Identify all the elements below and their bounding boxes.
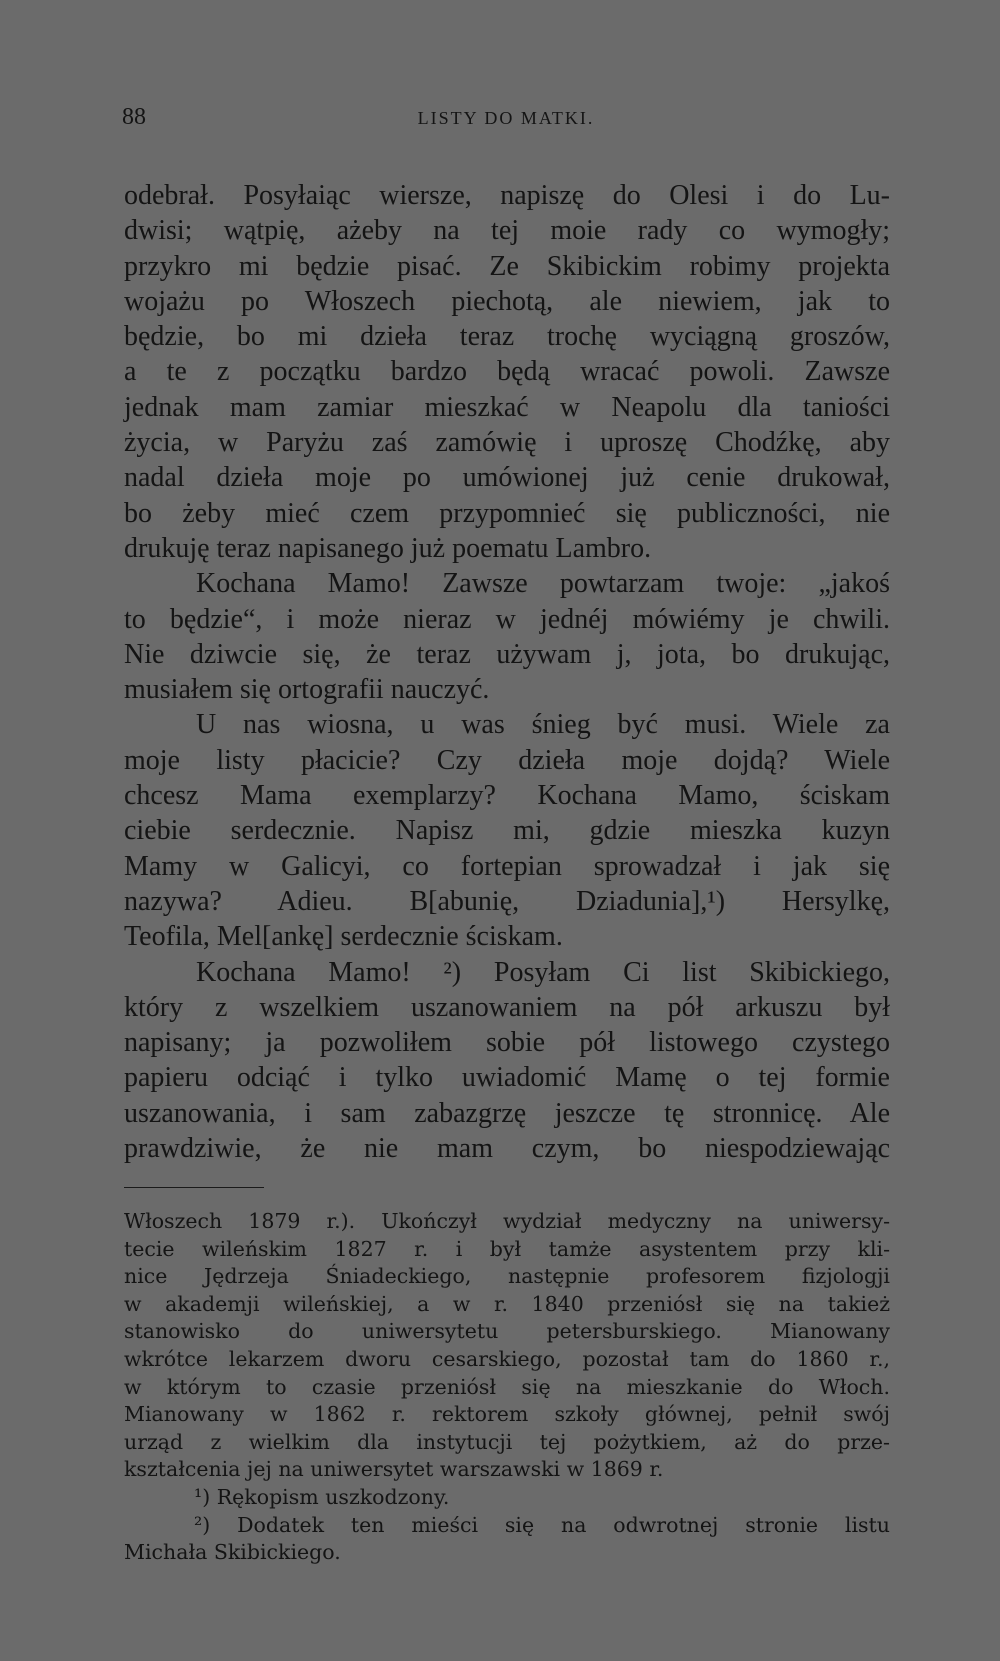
running-title: LISTY DO MATKI.	[417, 108, 595, 128]
text-line: ciebie serdecznie. Napisz mi, gdzie mieszka kuzyn	[124, 815, 890, 847]
footnote-line: tecie wileńskim 1827 r. i był tamże asystentem przy kli-	[124, 1236, 890, 1261]
text-line: nazywa? Adieu. B[abunię, Dziadunia],¹) Hersylkę,	[124, 885, 890, 917]
footnote-line: Michała Skibickiego.	[124, 1540, 341, 1565]
page-number: 88	[122, 104, 146, 130]
text-line: Nie dziwcie się, że teraz używam j, jota, bo drukując,	[124, 638, 890, 670]
text-line: jednak mam zamiar mieszkać w Neapolu dla taniości	[124, 391, 890, 423]
footnote-line: urząd z wielkim dla instytucji tej pożytkiem, aż do prze-	[124, 1429, 890, 1454]
letter-text	[124, 178, 890, 1166]
text-line: Mamy w Galicyi, co fortepian sprowadzał i jak się	[124, 850, 890, 882]
footnote-2: ²) Dodatek ten mieści się na odwrotnej stronie listu	[194, 1512, 890, 1537]
text-line: wojażu po Włoszech piechotą, ale niewiem, jak to	[124, 285, 890, 317]
text-line: Kochana Mamo! ²) Posyłam Ci list Skibickiego,	[196, 956, 890, 988]
text-line: napisany; ja pozwoliłem sobie pół listowego czystego	[124, 1027, 890, 1059]
text-line: będzie, bo mi dzieła teraz trochę wyciągną groszów,	[124, 321, 890, 353]
footnote-line: Mianowany w 1862 r. rektorem szkoły głównej, pełnił swój	[124, 1402, 890, 1427]
footnote-line: Włoszech 1879 r.). Ukończył wydział medyczny na uniwersy-	[124, 1209, 890, 1233]
footnote-line: wkrótce lekarzem dworu cesarskiego, pozostał tam do 1860 r.,	[124, 1346, 890, 1371]
text-line: życia, w Paryżu zaś zamówię i uproszę Chodźkę, aby	[124, 427, 890, 459]
text-line: chcesz Mama exemplarzy? Kochana Mamo, ściskam	[124, 780, 890, 812]
text-line: uszanowania, i sam zabazgrzę jeszcze tę stronnicę. Ale	[124, 1097, 890, 1129]
text-line: nadal dzieła moje po umówionej już cenie drukował,	[124, 462, 890, 494]
footnote-line: w akademji wileńskiej, a w r. 1840 przeniósł się na takież	[124, 1291, 890, 1316]
footnote-line: nice Jędrzeja Śniadeckiego, następnie profesorem fizjologji	[124, 1264, 890, 1289]
text-line: moje listy płacicie? Czy dzieła moje dojdą? Wiele	[124, 744, 890, 776]
footnote-line: w którym to czasie przeniósł się na mieszkanie do Włoch.	[124, 1374, 890, 1399]
text-line: Teofila, Mel[ankę] serdecznie ściskam.	[124, 921, 563, 953]
footnote-divider	[124, 1187, 264, 1188]
text-line: to będzie“, i może nieraz w jednéj mówiémy je chwili.	[124, 603, 890, 635]
page-header	[122, 104, 890, 140]
text-line: a te z początku bardzo będą wracać powoli. Zawsze	[124, 356, 890, 388]
footnote-line: kształcenia jej na uniwersytet warszawski w 1869 r.	[124, 1457, 664, 1482]
text-line: Kochana Mamo! Zawsze powtarzam twoje: „jakoś	[196, 568, 890, 600]
footnotes	[124, 1208, 890, 1567]
text-line: papieru odciąć i tylko uwiadomić Mamę o tej formie	[124, 1062, 890, 1094]
text-line: musiałem się ortografii nauczyć.	[124, 674, 490, 706]
text-line: bo żeby mieć czem przypomnieć się publiczności, nie	[124, 497, 890, 529]
footnote-line: stanowisko do uniwersytetu petersburskiego. Mianowany	[124, 1319, 890, 1344]
text-line: odebrał. Posyłaiąc wiersze, napiszę do Olesi i do Lu-	[124, 180, 890, 211]
text-line: prawdziwie, że nie mam czym, bo niespodziewając	[124, 1133, 890, 1165]
text-line: który z wszelkiem uszanowaniem na pół arkuszu był	[124, 991, 890, 1023]
text-line: drukuję teraz napisanego już poematu Lambro.	[124, 532, 652, 564]
text-line: U nas wiosna, u was śnieg być musi. Wiele za	[196, 709, 890, 741]
footnote-1: ¹) Rękopism uszkodzony.	[194, 1484, 450, 1509]
text-line: dwisi; wątpię, ażeby na tej moie rady co wymogły;	[124, 215, 890, 247]
text-line: przykro mi będzie pisać. Ze Skibickim robimy projekta	[124, 250, 890, 282]
